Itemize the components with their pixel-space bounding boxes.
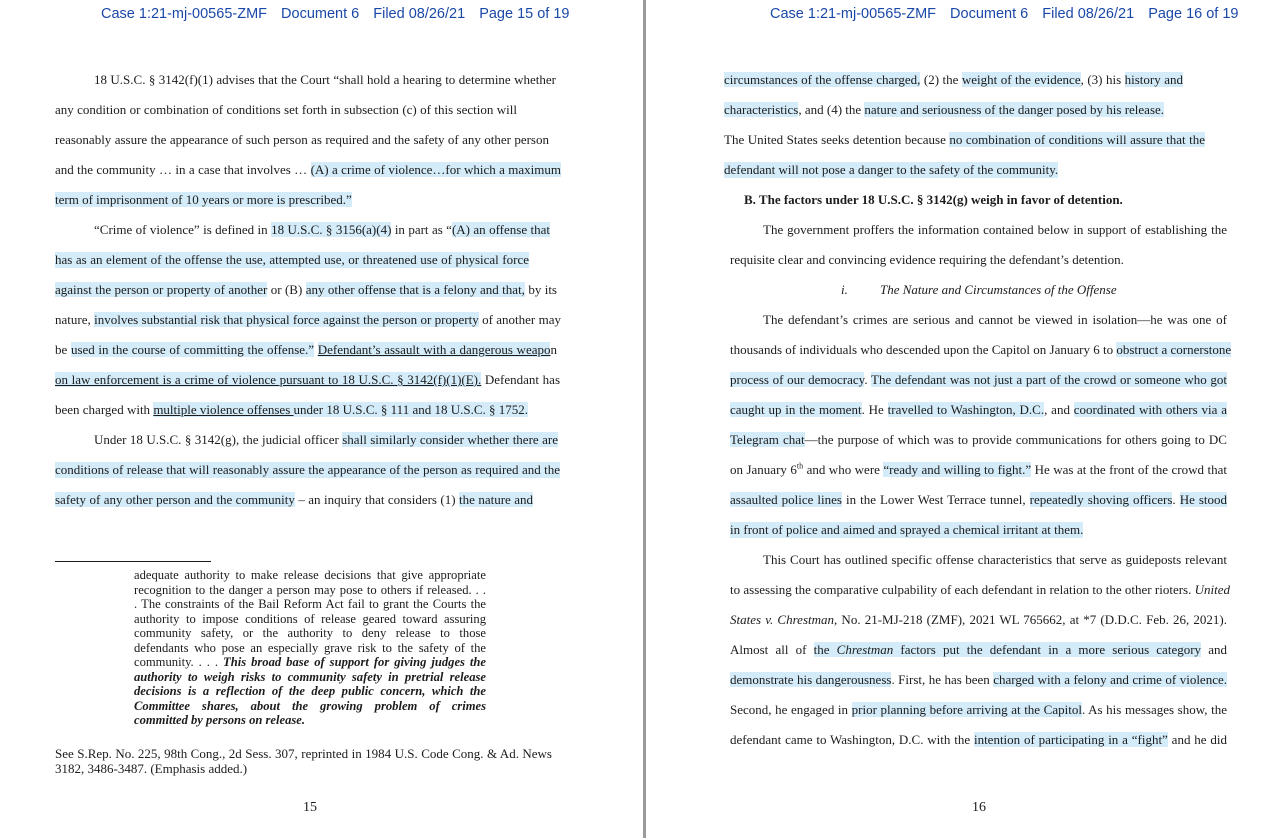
body-line: process of our democracy. The defendant was not just a part of the crowd or someone who got	[730, 372, 1227, 387]
body-line: requisite clear and convincing evidence requiring the defendant’s detention.	[730, 252, 1124, 267]
document-number: Document 6	[281, 6, 360, 22]
body-line	[55, 192, 352, 208]
footnote-line: community. . . . This broad base of support for giving judges the	[134, 655, 486, 669]
page-count: Page 15 of 19	[479, 6, 570, 22]
section-heading: B. The factors under 18 U.S.C. § 3142(g) weigh in favor of detention.	[744, 192, 1123, 207]
body-line: in front of police and aimed and sprayed a chemical irritant at them.	[730, 522, 1084, 537]
subsection-heading: The Nature and Circumstances of the Offense	[880, 282, 1117, 297]
body-line: demonstrate his dangerousness. First, he has been charged with a felony and crime of violence.	[730, 672, 1227, 687]
body-line: on January 6th and who were “ready and willing to fight.” He was at the front of the crowd that	[730, 461, 1227, 477]
body-line: against the person or property of another or (B) any other offense that is a felony and that, by its	[55, 282, 557, 297]
footnote-line: . The constraints of the Bail Reform Act fail to grant the Courts the	[134, 597, 486, 611]
case-number: Case 1:21-mj-00565-ZMF	[770, 6, 936, 22]
body-line: defendant will not pose a danger to the safety of the community.	[724, 162, 1059, 177]
page-header	[770, 6, 1249, 22]
body-line: conditions of release that will reasonably assure the appearance of the person as required and the	[55, 462, 560, 477]
body-line: circumstances of the offense charged, (2) the weight of the evidence, (3) his history and	[724, 72, 1183, 87]
document-number: Document 6	[950, 6, 1029, 22]
body-line: to assessing the comparative culpability of each defendant in relation to the other rioters. United	[730, 582, 1230, 597]
page-number: 16	[972, 800, 986, 815]
highlighted-text: term of imprisonment of 10 years or more is prescribed.”	[55, 192, 352, 207]
footnote-line: authority to impose conditions of release geared toward assuring	[134, 612, 486, 626]
body-line: Under 18 U.S.C. § 3142(g), the judicial officer shall similarly consider whether there are	[94, 432, 558, 447]
body-line: 18 U.S.C. § 3142(f)(1) advises that the Court “shall hold a hearing to determine whether	[94, 72, 556, 87]
page-header	[101, 6, 580, 22]
body-line: States v. Chrestman, No. 21-MJ-218 (ZMF), 2021 WL 765662, at *7 (D.D.C. Feb. 26, 2021).	[730, 612, 1227, 627]
footnote-line: community safety, or the authority to deny release to those	[134, 626, 486, 640]
body-line: The defendant’s crimes are serious and cannot be viewed in isolation—he was one of	[763, 312, 1227, 327]
footnote-line: adequate authority to make release decisions that give appropriate	[134, 568, 486, 582]
body-line: nature, involves substantial risk that physical force against the person or property of another may	[55, 312, 561, 327]
body-line: characteristics, and (4) the nature and seriousness of the danger posed by his release.	[724, 102, 1165, 117]
filed-date: Filed 08/26/21	[1042, 6, 1135, 22]
body-line: This Court has outlined specific offense characteristics that serve as guideposts relevant	[763, 552, 1227, 567]
body-line: safety of any other person and the community – an inquiry that considers (1) the nature and	[55, 492, 533, 507]
body-line: be used in the course of committing the offense.” Defendant’s assault with a dangerous weapon	[55, 342, 557, 357]
citation-line: See S.Rep. No. 225, 98th Cong., 2d Sess. 307, reprinted in 1984 U.S. Code Cong. & Ad. News	[55, 746, 552, 761]
page-count: Page 16 of 19	[1148, 6, 1239, 22]
body-line: on law enforcement is a crime of violence pursuant to 18 U.S.C. § 3142(f)(1)(E). Defendant has	[55, 372, 560, 387]
body-line: thousands of individuals who descended upon the Capitol on January 6 to obstruct a cornerstone	[730, 342, 1232, 357]
footnote-line: defendants who pose an especially grave risk to the safety of the	[134, 641, 486, 655]
highlighted-text: (A) a crime of violence…for which a maximum	[310, 162, 561, 177]
body-line: “Crime of violence” is defined in 18 U.S.C. § 3156(a)(4) in part as “(A) an offense that	[94, 222, 550, 237]
citation-line: 3182, 3486-3487. (Emphasis added.)	[55, 761, 248, 776]
filed-date: Filed 08/26/21	[373, 6, 466, 22]
body-line: The government proffers the information contained below in support of establishing the	[763, 222, 1227, 237]
footnote-line: committed by persons on release.	[134, 713, 306, 727]
footnote-line: authority to weigh risks to community safety in pretrial release	[134, 670, 486, 684]
case-number: Case 1:21-mj-00565-ZMF	[101, 6, 267, 22]
body-line: assaulted police lines in the Lower West Terrace tunnel, repeatedly shoving officers. He stood	[730, 492, 1228, 507]
body-line: Second, he engaged in prior planning before arriving at the Capitol. As his messages show, the	[730, 702, 1227, 717]
body-line: Telegram chat—the purpose of which was to provide communications for others going to DC	[730, 432, 1227, 447]
body-line: The United States seeks detention because no combination of conditions will assure that the	[724, 132, 1205, 147]
footnote-line: Committee shares, about the growing problem of crimes	[134, 699, 486, 713]
footnote-line: decisions is a reflection of the deep public concern, which the	[134, 684, 486, 698]
body-line: caught up in the moment. He travelled to Washington, D.C., and coordinated with others via a	[730, 402, 1227, 417]
document-page-16	[646, 0, 1280, 838]
footnote-rule	[55, 561, 211, 562]
body-line: been charged with multiple violence offenses under 18 U.S.C. § 111 and 18 U.S.C. § 1752.	[55, 402, 528, 417]
body-line: has as an element of the offense the use, attempted use, or threatened use of physical force	[55, 252, 529, 267]
page-number: 15	[303, 800, 317, 815]
subsection-number: i.	[841, 282, 848, 297]
footnote-line: recognition to the danger a person may pose to others if released. . .	[134, 583, 486, 597]
body-line: reasonably assure the appearance of such person as required and the safety of any other person	[55, 132, 549, 147]
body-line: defendant came to Washington, D.C. with the intention of participating in a “fight” and he did	[730, 732, 1227, 747]
body-line: any condition or combination of conditions set forth in subsection (c) of this section will	[55, 102, 517, 117]
body-line: and the community … in a case that involves … (A) a crime of violence…for which a maximum	[55, 162, 561, 177]
body-line: Almost all of the Chrestman factors put the defendant in a more serious category and	[730, 642, 1227, 657]
